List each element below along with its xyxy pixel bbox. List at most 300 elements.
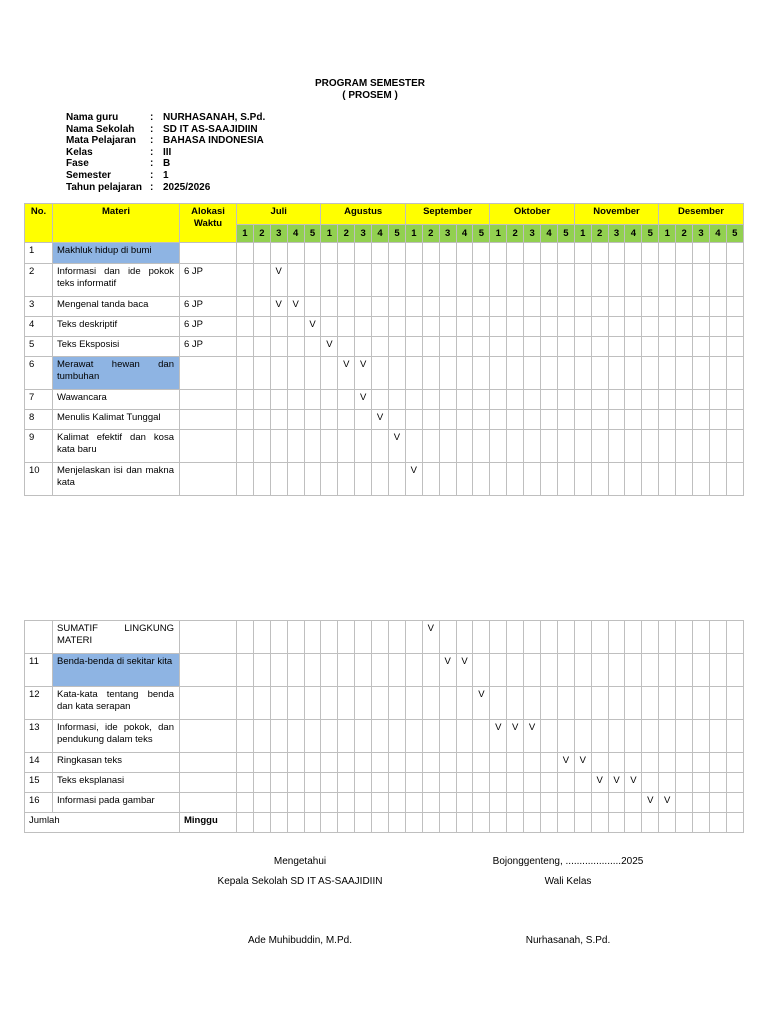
week-cell [574,720,591,753]
week-cell [608,430,625,463]
week-cell [557,813,574,833]
week-check-mark: V [473,687,490,720]
week-cell [338,621,355,654]
header-week: 3 [608,225,625,243]
week-cell [270,621,287,654]
week-cell [574,773,591,793]
info-separator: : [150,146,154,158]
week-cell [473,297,490,317]
week-cell [574,357,591,390]
week-cell [676,337,693,357]
week-cell [541,621,558,654]
week-cell [524,337,541,357]
week-cell [557,687,574,720]
week-cell [709,720,726,753]
week-cell [507,357,524,390]
header-month: Agustus [321,204,405,225]
week-cell [524,243,541,264]
week-cell [625,264,642,297]
week-cell [456,753,473,773]
week-cell [304,773,321,793]
week-cell [591,390,608,410]
week-cell [456,621,473,654]
info-row [66,170,265,182]
week-check-mark: V [642,793,659,813]
week-check-mark: V [321,337,338,357]
header-week: 5 [304,225,321,243]
header-week: 4 [456,225,473,243]
week-cell [541,793,558,813]
week-cell [372,264,389,297]
week-cell [439,813,456,833]
week-check-mark: V [355,357,372,390]
header-week: 5 [389,225,406,243]
row-number: 9 [25,430,53,463]
table-row [25,654,744,687]
row-number: 13 [25,720,53,753]
week-cell [625,337,642,357]
week-cell [659,720,676,753]
week-cell [355,264,372,297]
week-cell [625,813,642,833]
week-cell [524,317,541,337]
week-cell [591,621,608,654]
week-cell [642,297,659,317]
week-cell [642,813,659,833]
week-cell [642,337,659,357]
week-cell [304,264,321,297]
week-cell [557,621,574,654]
week-cell [541,297,558,317]
week-cell [591,793,608,813]
table-row [25,297,744,317]
week-check-mark: V [338,357,355,390]
week-cell [321,773,338,793]
week-check-mark: V [270,297,287,317]
row-materi: Wawancara [53,390,180,410]
week-cell [253,463,270,496]
week-cell [304,410,321,430]
week-cell [642,390,659,410]
row-materi: Informasi pada gambar [53,793,180,813]
row-number: 15 [25,773,53,793]
week-cell [608,753,625,773]
week-cell [709,773,726,793]
header-week: 2 [591,225,608,243]
week-cell [270,813,287,833]
info-label: Fase [66,158,89,170]
week-cell [253,753,270,773]
week-cell [507,390,524,410]
week-cell [372,357,389,390]
week-cell [422,753,439,773]
week-cell [507,297,524,317]
week-cell [237,687,254,720]
week-cell [608,317,625,337]
week-cell [287,337,304,357]
week-cell [608,463,625,496]
week-cell [321,687,338,720]
week-cell [237,773,254,793]
week-cell [659,687,676,720]
week-cell [693,337,710,357]
week-cell [490,243,507,264]
week-cell [625,297,642,317]
week-cell [642,243,659,264]
row-alokasi [180,243,237,264]
week-cell [355,813,372,833]
week-check-mark: V [524,720,541,753]
header-month: Desember [659,204,743,225]
week-cell [439,243,456,264]
week-cell [625,357,642,390]
week-cell [253,410,270,430]
row-number: 7 [25,390,53,410]
week-cell [439,390,456,410]
table-row [25,317,744,337]
week-cell [355,720,372,753]
week-cell [253,430,270,463]
week-cell [253,773,270,793]
info-label: Nama guru [66,112,119,123]
week-cell [608,793,625,813]
row-number: 11 [25,654,53,687]
week-cell [709,297,726,317]
week-check-mark: V [557,753,574,773]
week-cell [524,410,541,430]
row-alokasi [180,357,237,390]
week-cell [709,621,726,654]
row-alokasi [180,654,237,687]
week-cell [557,297,574,317]
week-cell [405,753,422,773]
week-cell [608,813,625,833]
week-cell [422,773,439,793]
week-cell [422,813,439,833]
week-cell [524,773,541,793]
week-cell [338,430,355,463]
header-week: 5 [642,225,659,243]
week-cell [507,654,524,687]
week-cell [338,654,355,687]
week-cell [473,463,490,496]
week-cell [422,793,439,813]
row-materi: Menulis Kalimat Tunggal [53,410,180,430]
info-label: Mata Pelajaran [66,135,137,147]
week-cell [709,430,726,463]
info-separator: : [150,158,154,170]
header-week: 3 [270,225,287,243]
week-cell [253,264,270,297]
week-cell [676,410,693,430]
week-cell [524,753,541,773]
week-cell [237,297,254,317]
week-check-mark: V [490,720,507,753]
week-cell [659,390,676,410]
week-cell [405,264,422,297]
week-check-mark: V [287,297,304,317]
row-alokasi [180,430,237,463]
week-check-mark: V [507,720,524,753]
header-month: November [574,204,658,225]
week-cell [253,390,270,410]
week-cell [253,621,270,654]
week-cell [541,264,558,297]
week-cell [524,297,541,317]
week-cell [372,337,389,357]
header-week: 3 [355,225,372,243]
week-cell [693,390,710,410]
week-cell [726,463,743,496]
week-cell [422,243,439,264]
week-cell [473,621,490,654]
week-cell [372,773,389,793]
week-cell [693,264,710,297]
header-month: Juli [237,204,321,225]
week-cell [676,753,693,773]
week-cell [574,463,591,496]
week-cell [524,687,541,720]
header-week: 1 [574,225,591,243]
row-alokasi [180,773,237,793]
week-cell [389,621,406,654]
week-cell [625,390,642,410]
row-materi: Teks deskriptif [53,317,180,337]
week-cell [237,463,254,496]
week-cell [557,243,574,264]
week-cell [608,687,625,720]
table-row [25,337,744,357]
week-cell [541,430,558,463]
week-cell [321,463,338,496]
week-cell [422,430,439,463]
week-cell [693,720,710,753]
week-cell [473,753,490,773]
week-cell [389,357,406,390]
week-cell [338,317,355,337]
week-cell [253,813,270,833]
week-cell [338,687,355,720]
week-cell [642,264,659,297]
week-check-mark: V [389,430,406,463]
week-cell [372,753,389,773]
info-label: Semester [66,169,112,181]
week-check-mark: V [270,264,287,297]
week-cell [490,654,507,687]
week-cell [287,410,304,430]
week-cell [372,793,389,813]
week-cell [726,720,743,753]
week-cell [237,337,254,357]
week-cell [456,317,473,337]
row-number: 3 [25,297,53,317]
week-cell [625,753,642,773]
week-cell [304,687,321,720]
week-cell [389,264,406,297]
week-cell [524,813,541,833]
week-cell [726,264,743,297]
week-cell [557,773,574,793]
week-cell [389,410,406,430]
week-cell [574,621,591,654]
week-cell [541,720,558,753]
info-value: BAHASA INDONESIA [163,135,264,147]
table-row [25,430,744,463]
week-cell [422,264,439,297]
week-cell [541,337,558,357]
week-cell [659,621,676,654]
week-cell [693,463,710,496]
header-week: 3 [693,225,710,243]
document-title: PROGRAM SEMESTER [314,78,425,89]
week-cell [304,654,321,687]
week-cell [709,753,726,773]
week-cell [338,793,355,813]
week-cell [693,753,710,773]
header-week: 4 [287,225,304,243]
week-cell [676,720,693,753]
header-row [25,204,744,225]
week-cell [490,793,507,813]
header-week: 5 [726,225,743,243]
row-materi: Merawat hewan dan tumbuhan [53,357,180,390]
week-cell [591,720,608,753]
week-cell [557,264,574,297]
week-cell [287,430,304,463]
week-cell [439,687,456,720]
week-cell [659,317,676,337]
week-cell [473,264,490,297]
week-cell [439,317,456,337]
week-cell [608,243,625,264]
week-cell [321,654,338,687]
week-cell [389,243,406,264]
week-cell [726,390,743,410]
table-row [25,410,744,430]
row-materi: SUMATIF LINGKUNG MATERI [53,621,180,654]
week-cell [422,654,439,687]
week-cell [574,243,591,264]
week-cell [726,654,743,687]
row-materi: Benda-benda di sekitar kita [53,654,180,687]
week-cell [405,773,422,793]
week-cell [490,813,507,833]
week-cell [524,621,541,654]
week-cell [642,357,659,390]
week-cell [389,720,406,753]
week-cell [287,390,304,410]
week-cell [372,430,389,463]
week-cell [270,687,287,720]
week-cell [709,687,726,720]
week-cell [676,773,693,793]
principal-title: Kepala Sekolah SD IT AS-SAAJIDIIN [217,876,383,887]
week-cell [389,463,406,496]
teacher-info [66,112,265,193]
info-row [66,158,265,170]
week-cell [709,410,726,430]
week-cell [507,243,524,264]
week-cell [355,687,372,720]
week-cell [338,773,355,793]
week-cell [270,337,287,357]
info-label: Nama Sekolah [66,123,135,135]
week-cell [726,297,743,317]
week-cell [270,430,287,463]
week-cell [439,720,456,753]
week-cell [405,621,422,654]
week-cell [439,793,456,813]
week-cell [253,243,270,264]
week-check-mark: V [405,463,422,496]
homeroom-teacher-name: Nurhasanah, S.Pd. [525,935,611,946]
week-check-mark: V [659,793,676,813]
week-cell [693,813,710,833]
week-cell [574,410,591,430]
week-cell [439,264,456,297]
total-row [25,813,744,833]
week-cell [642,430,659,463]
row-alokasi [180,687,237,720]
week-cell [709,317,726,337]
week-cell [321,621,338,654]
week-cell [541,687,558,720]
week-cell [726,317,743,337]
week-cell [659,813,676,833]
header-week: 3 [524,225,541,243]
week-cell [422,463,439,496]
week-cell [304,337,321,357]
week-cell [726,687,743,720]
week-cell [473,357,490,390]
week-cell [270,654,287,687]
week-cell [422,297,439,317]
week-cell [642,773,659,793]
table-row [25,687,744,720]
week-cell [355,430,372,463]
week-cell [608,297,625,317]
week-cell [372,687,389,720]
week-cell [304,463,321,496]
table-row [25,753,744,773]
week-cell [659,463,676,496]
row-materi: Informasi, ide pokok, dan pendukung dalam teks [53,720,180,753]
row-alokasi [180,390,237,410]
week-cell [676,264,693,297]
week-cell [237,813,254,833]
week-cell [676,430,693,463]
week-cell [456,264,473,297]
header-week: 1 [659,225,676,243]
week-cell [473,720,490,753]
week-cell [338,297,355,317]
week-cell [608,410,625,430]
week-cell [557,430,574,463]
week-cell [473,390,490,410]
week-cell [490,430,507,463]
week-cell [456,773,473,793]
week-cell [372,813,389,833]
week-cell [422,687,439,720]
week-cell [422,337,439,357]
week-cell [237,390,254,410]
week-cell [405,720,422,753]
week-cell [304,390,321,410]
week-cell [405,430,422,463]
week-cell [642,463,659,496]
week-cell [490,337,507,357]
info-separator: : [150,169,154,181]
